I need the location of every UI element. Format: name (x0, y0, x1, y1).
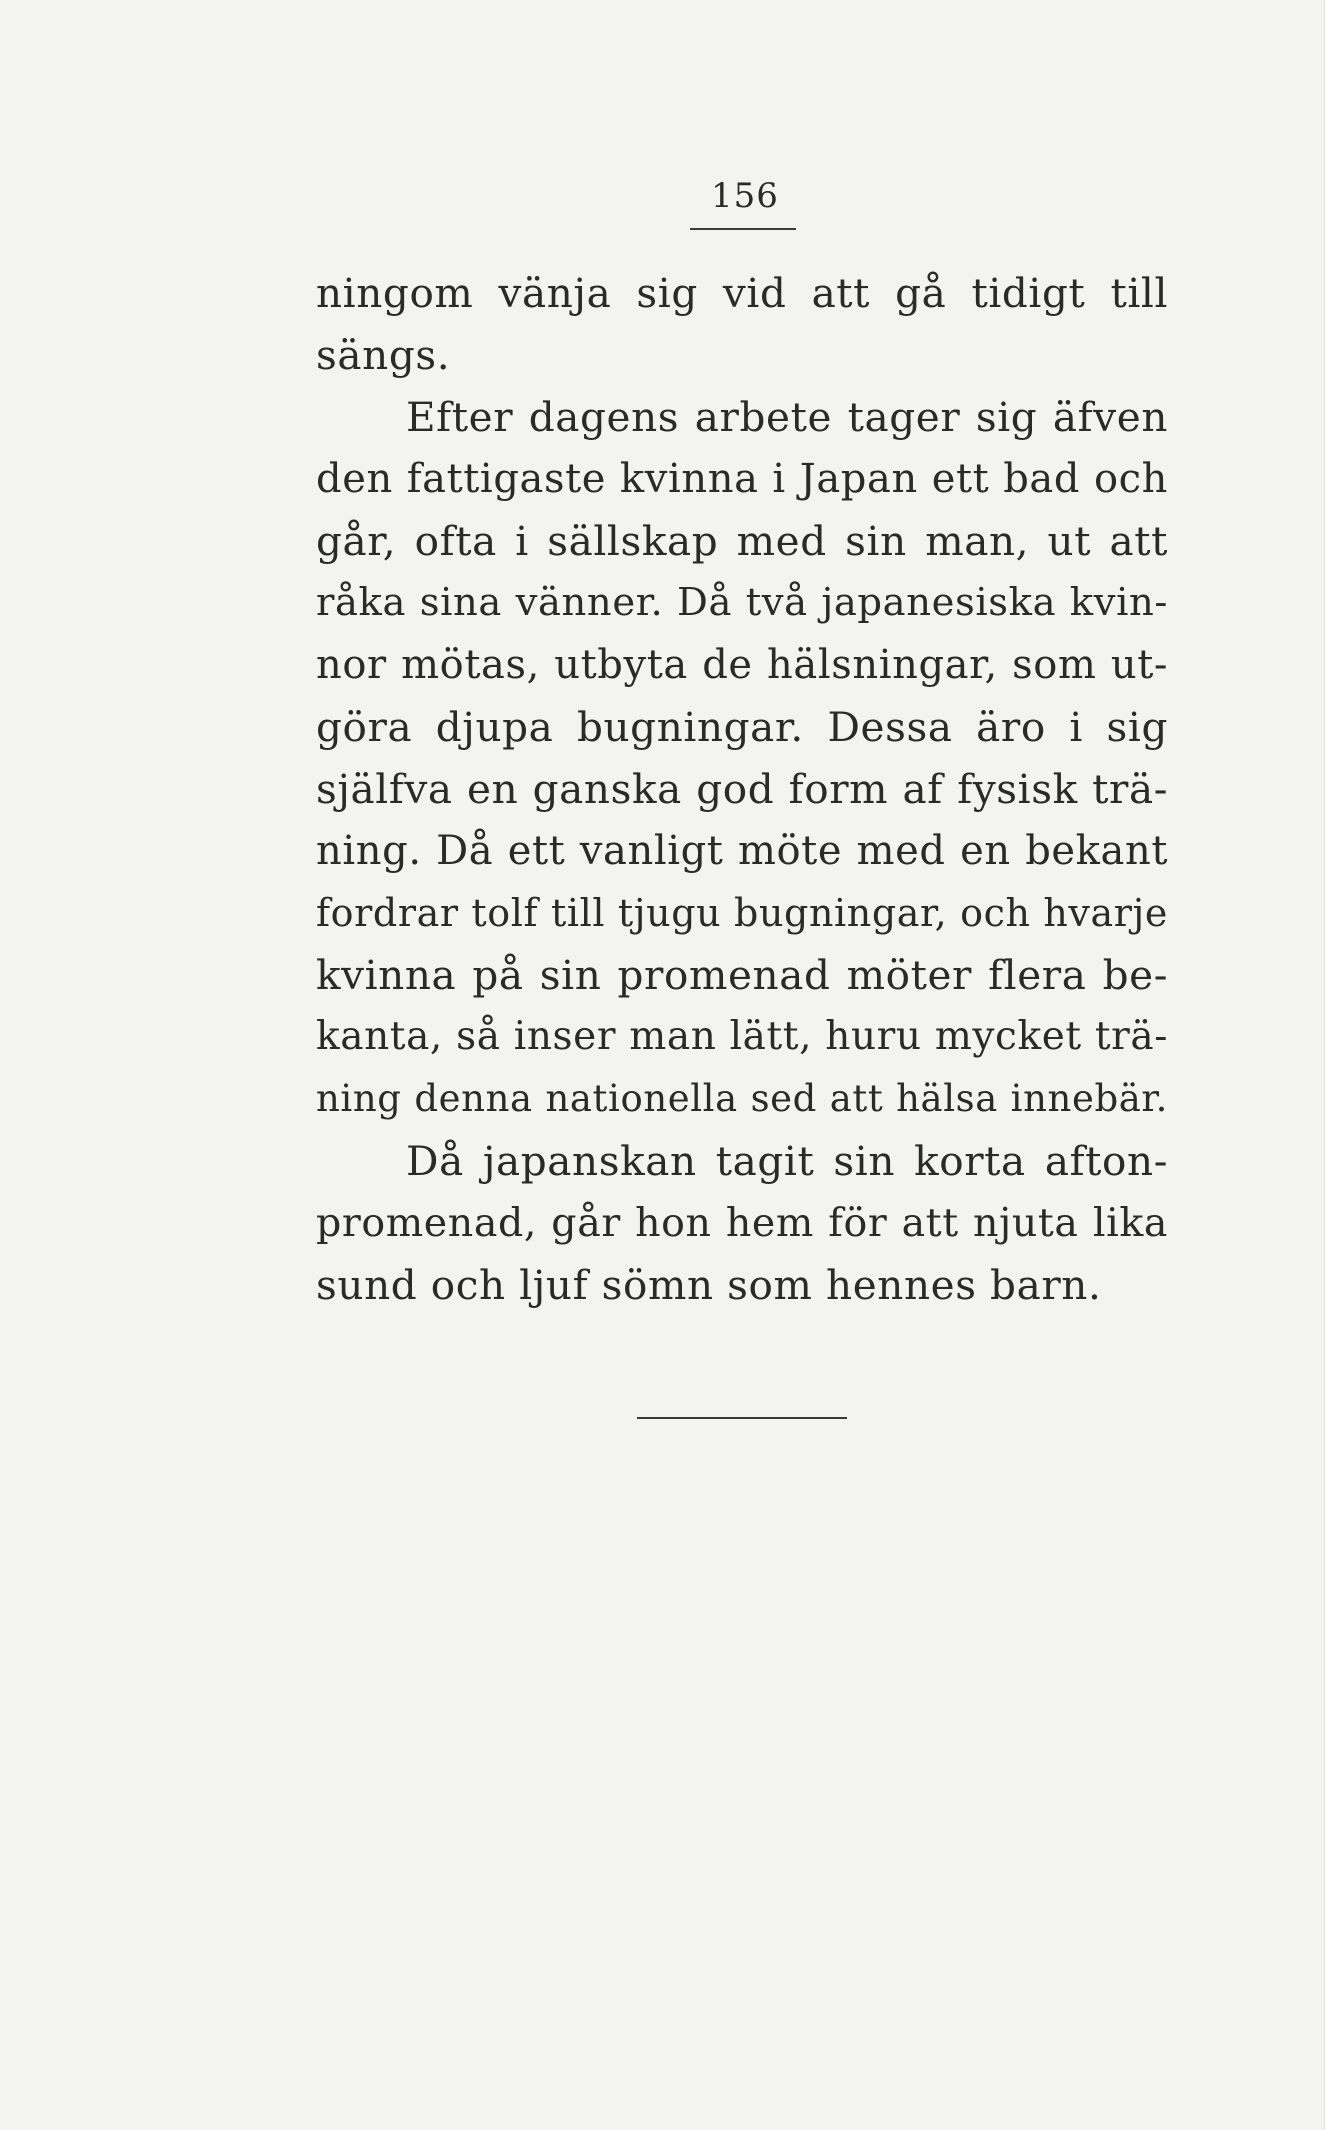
text-line: själfva en ganska god form af fysisk trä- (316, 765, 1168, 813)
text-line: promenad, går hon hem för att njuta lika (316, 1200, 1168, 1246)
text-line: fordrar tolf till tjugu bugningar, och hvarje (316, 891, 1168, 935)
text-line: kanta, så inser man lätt, huru mycket trä- (316, 1014, 1168, 1059)
page-edge (1324, 0, 1339, 2130)
page-number: 156 (711, 176, 779, 216)
end-of-section-rule (637, 1417, 847, 1419)
text-line: Då japanskan tagit sin korta afton- (406, 1137, 1168, 1185)
text-line: kvinna på sin promenad möter flera be- (316, 951, 1168, 999)
page-number-underline (690, 228, 796, 230)
text-line: den fattigaste kvinna i Japan ett bad och (316, 456, 1168, 502)
text-line: ning denna nationella sed att hälsa innebär. (316, 1077, 1168, 1120)
text-line: råka sina vänner. Då två japanesiska kvin- (316, 580, 1168, 625)
body-text (316, 262, 1168, 1316)
text-line: går, ofta i sällskap med sin man, ut att (316, 517, 1168, 565)
text-line: ningom vänja sig vid att gå tidigt till (316, 269, 1168, 317)
text-line: Efter dagens arbete tager sig äfven (406, 393, 1168, 441)
text-line: ning. Då ett vanligt möte med en bekant (316, 828, 1168, 874)
text-line: sund och ljuf sömn som hennes barn. (316, 1261, 1102, 1309)
text-line: nor mötas, utbyta de hälsningar, som ut- (316, 642, 1168, 688)
text-line: göra djupa bugningar. Dessa äro i sig (316, 703, 1168, 751)
text-line: sängs. (316, 331, 451, 379)
